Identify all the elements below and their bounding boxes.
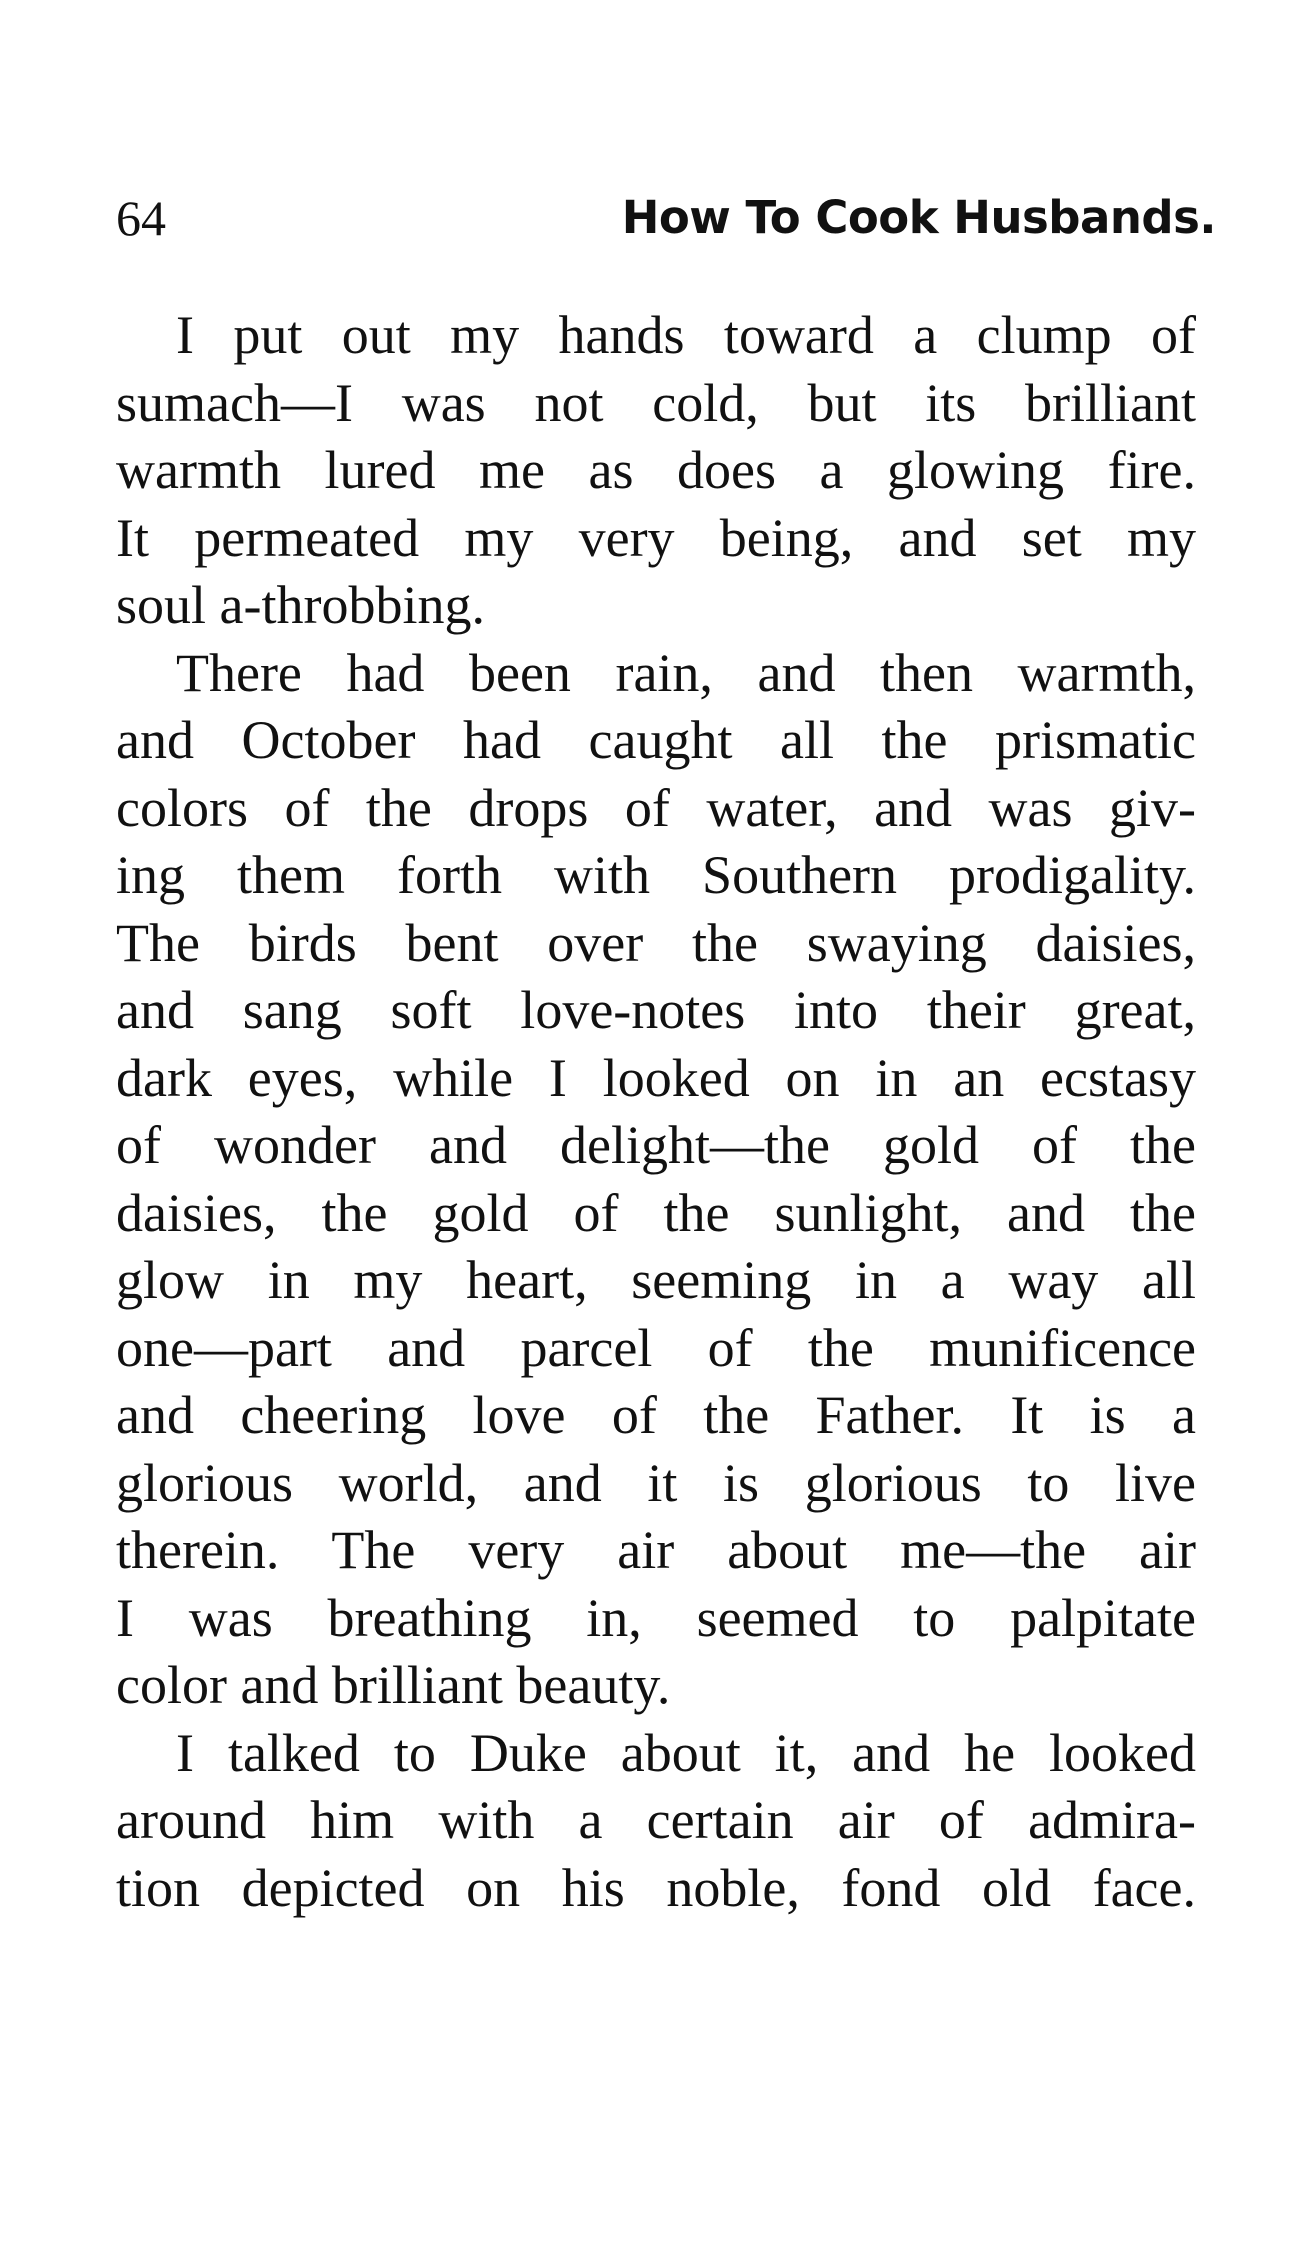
text-line: of wonder and delight—the gold of the [116, 1115, 1196, 1175]
text-line: and sang soft love-notes into their great, [116, 980, 1196, 1040]
paragraph-2 [116, 640, 1196, 1720]
text-line: glorious world, and it is glorious to live [116, 1452, 1196, 1513]
page-header [116, 188, 1216, 258]
text-line: ing them forth with Southern prodigality. [116, 845, 1196, 905]
paragraph-1 [116, 302, 1196, 640]
text-line: sumach—I was not cold, but its brilliant [116, 372, 1196, 433]
text-line: tion depicted on his noble, fond old face. [116, 1857, 1196, 1918]
text-line: therein. The very air about me—the air [116, 1520, 1196, 1580]
running-title: How To Cook Husbands. [621, 191, 1216, 244]
text-line: around him with a certain air of admira- [116, 1790, 1196, 1850]
text-line: It permeated my very being, and set my [116, 507, 1196, 568]
body-text [116, 302, 1196, 1922]
text-line: and October had caught all the prismatic [116, 710, 1196, 770]
text-line: dark eyes, while I looked on in an ecstasy [116, 1047, 1196, 1108]
text-line: glow in my heart, seeming in a way all [116, 1250, 1196, 1310]
text-line: color and brilliant beauty. [116, 1655, 671, 1715]
paragraph-3 [116, 1720, 1196, 1923]
text-line: warmth lured me as does a glowing fire. [116, 440, 1196, 500]
text-line: daisies, the gold of the sunlight, and the [116, 1182, 1196, 1243]
text-line: I put out my hands toward a clump of [176, 305, 1196, 365]
text-line: and cheering love of the Father. It is a [116, 1385, 1196, 1445]
text-line: soul a-throbbing. [116, 575, 485, 635]
text-line: colors of the drops of water, and was giv- [116, 777, 1196, 838]
text-line: The birds bent over the swaying daisies, [116, 912, 1196, 973]
text-line: I was breathing in, seemed to palpitate [116, 1587, 1196, 1648]
text-line: There had been rain, and then warmth, [176, 642, 1196, 703]
text-line: one—part and parcel of the munificence [116, 1317, 1196, 1378]
text-line: I talked to Duke about it, and he looked [176, 1722, 1196, 1783]
page-number: 64 [116, 190, 166, 246]
